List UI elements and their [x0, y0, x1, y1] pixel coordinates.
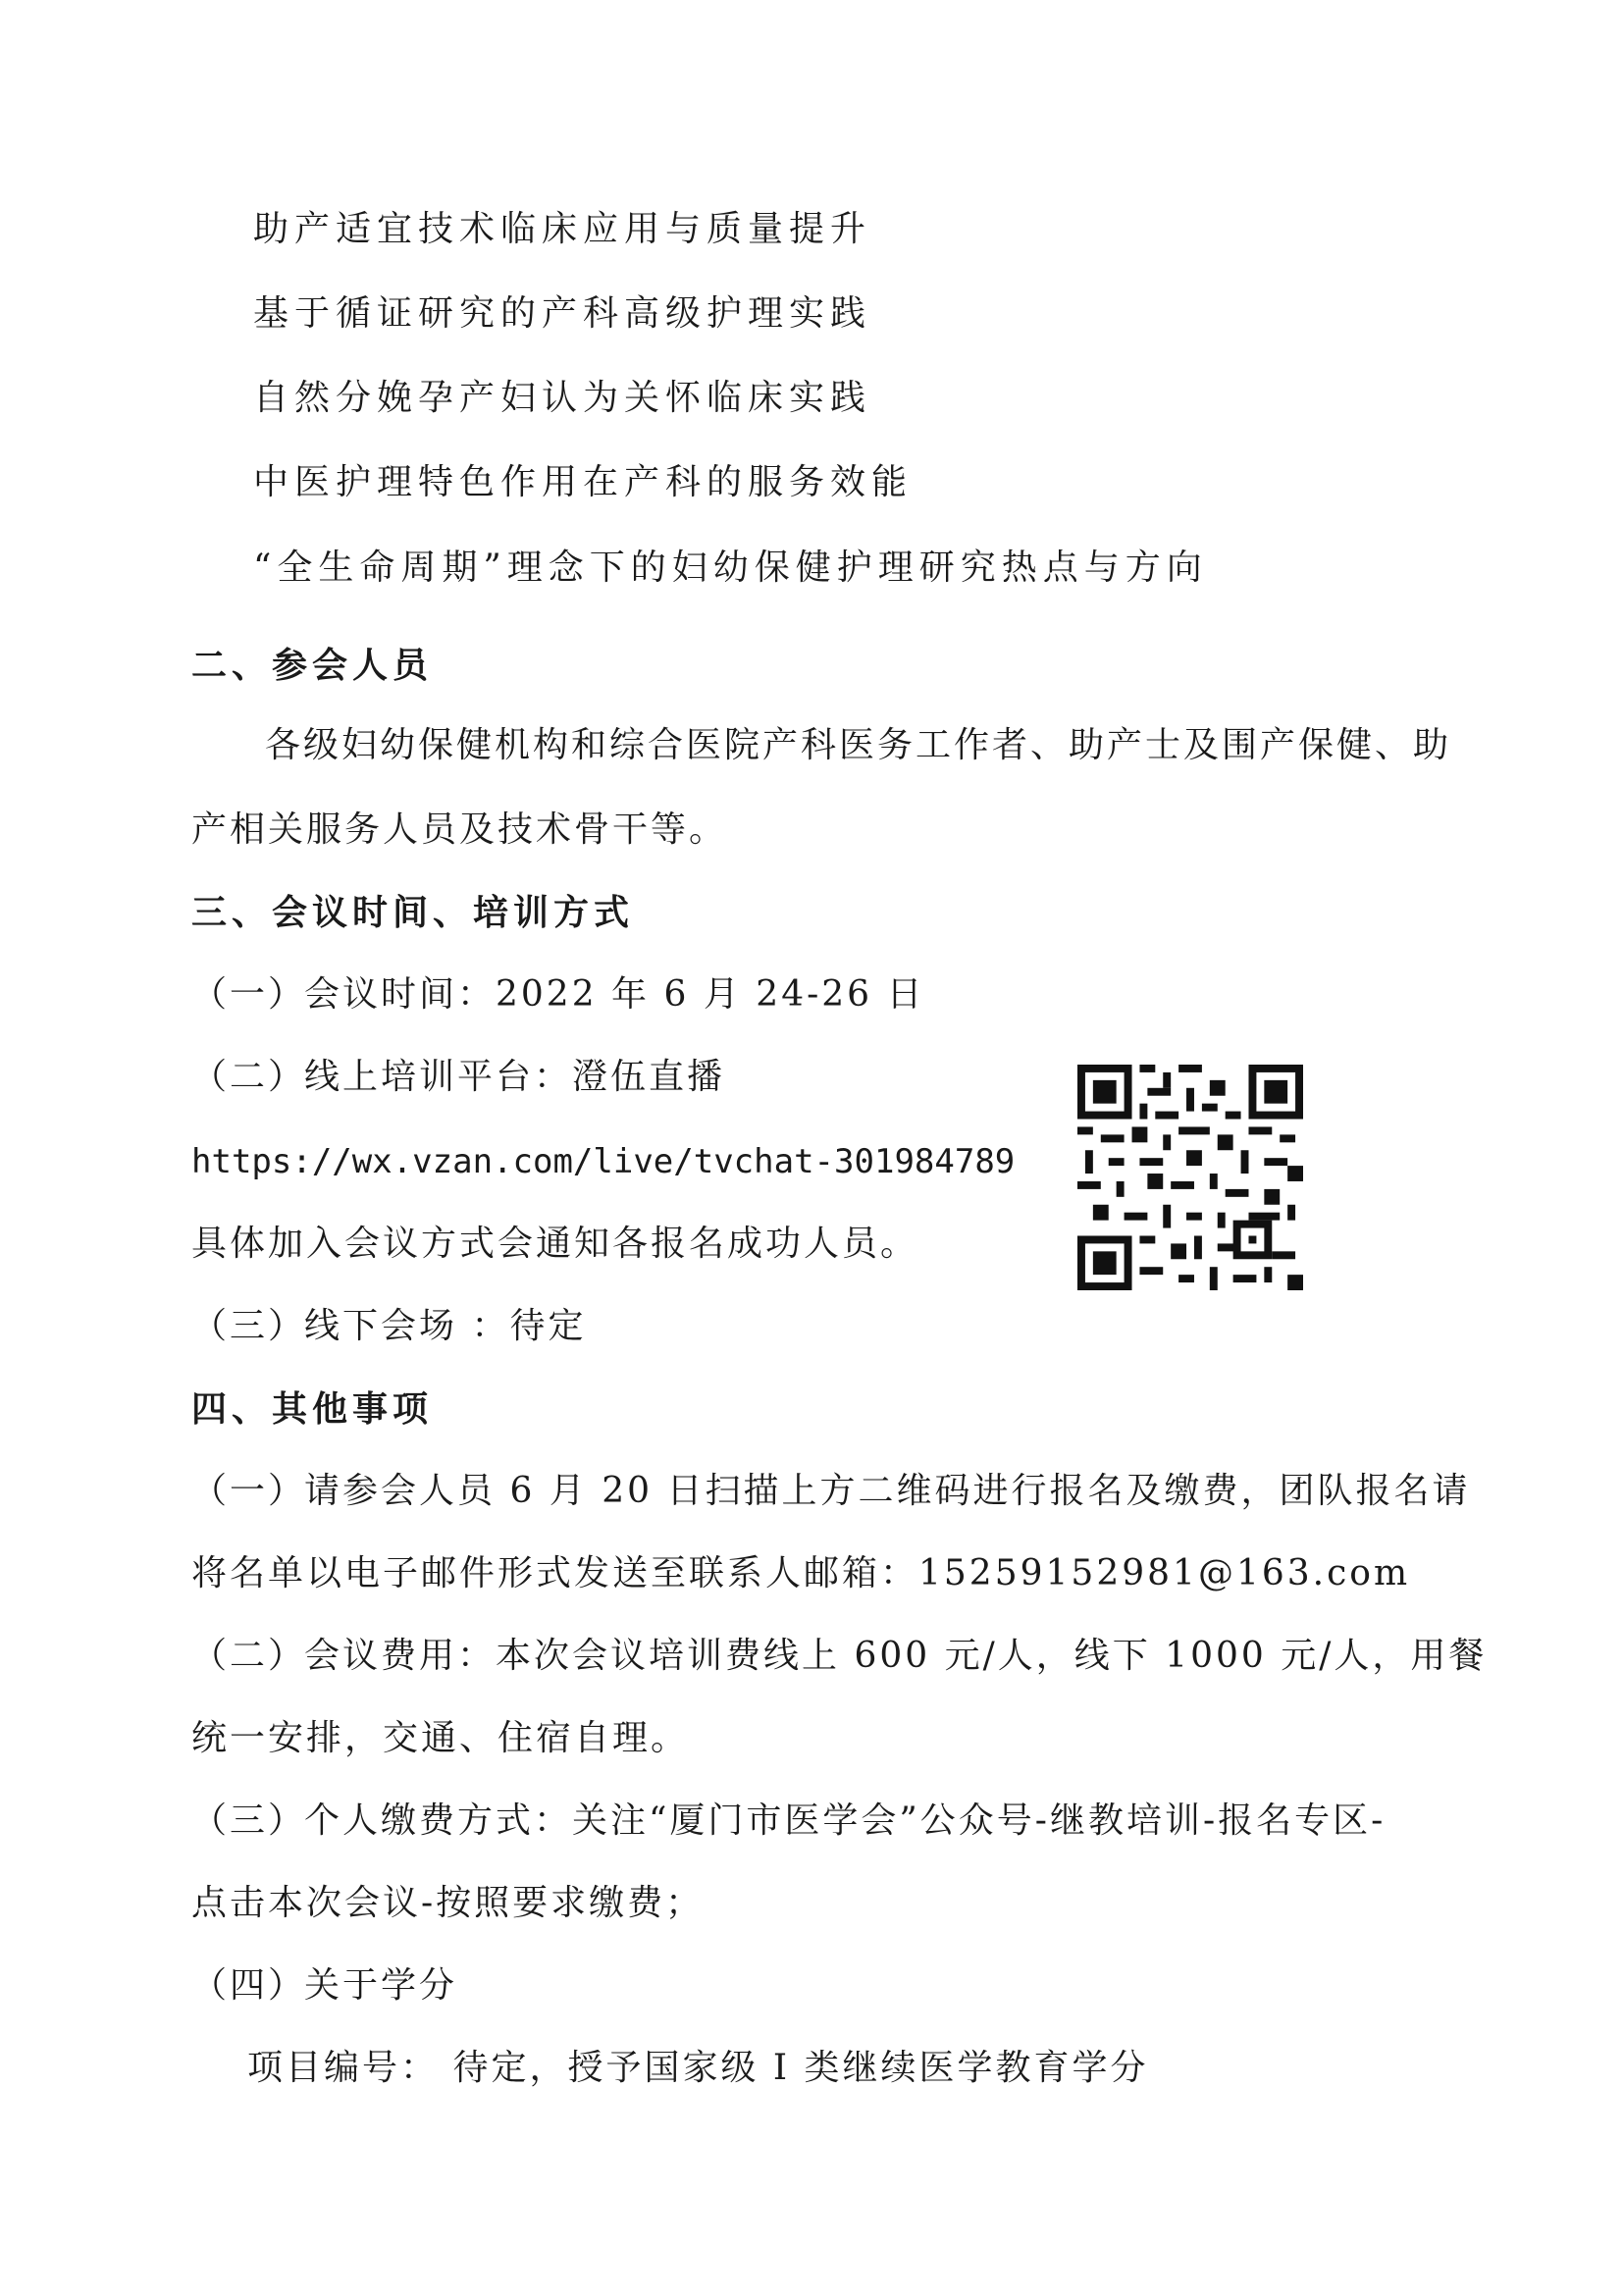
item-label: （一）: [191, 974, 307, 1015]
item-label: （二）: [191, 1636, 307, 1676]
registration-note: 请参会人员 6 月 20 日扫描上方二维码进行报名及缴费，团队报名请: [304, 1471, 1471, 1511]
section-3-heading: 三、会议时间、培训方式: [191, 892, 635, 933]
item-label: （一）: [191, 1471, 307, 1511]
payment-note: 个人缴费方式：关注“厦门市医学会”公众号-继教培训-报名专区-: [304, 1800, 1387, 1841]
offline-venue: 线下会场 ：待定: [304, 1306, 587, 1346]
item-label: （三）: [191, 1306, 307, 1346]
join-note: 具体加入会议方式会通知各报名成功人员。: [191, 1224, 919, 1264]
topic-4: 中医护理特色作用在产科的服务效能: [253, 462, 914, 502]
fee-note-cont: 统一安排，交通、住宿自理。: [191, 1718, 690, 1758]
credit-heading: 关于学分: [304, 1965, 458, 2006]
item-label: （四）: [191, 1965, 307, 2006]
registration-email-line: 将名单以电子邮件形式发送至联系人邮箱：15259152981@163.com: [191, 1553, 1411, 1593]
qr-code-icon[interactable]: [1077, 1065, 1303, 1290]
topic-2: 基于循证研究的产科高级护理实践: [253, 293, 872, 334]
meeting-time: 会议时间：2022 年 6 月 24-26 日: [304, 974, 925, 1015]
live-url-link[interactable]: https://wx.vzan.com/live/tvchat-301984789: [191, 1142, 1016, 1181]
payment-note-cont: 点击本次会议-按照要求缴费；: [191, 1883, 705, 1923]
section-3-item-3: [191, 1303, 586, 1350]
item-label: （二）: [191, 1057, 307, 1097]
section-3-item-2: [191, 1054, 725, 1101]
item-label: （三）: [191, 1800, 307, 1841]
section-2-heading: 二、参会人员: [191, 645, 434, 686]
section-2-para-line1: 各级妇幼保健机构和综合医院产科医务工作者、助产士及围产保健、助: [265, 725, 1452, 765]
topic-1: 助产适宜技术临床应用与质量提升: [253, 209, 872, 249]
section-4-item-3: [191, 1798, 1386, 1845]
section-4-item-1: [191, 1468, 1471, 1515]
topic-5: “全生命周期”理念下的妇幼保健护理研究热点与方向: [253, 548, 1208, 588]
fee-note: 会议费用：本次会议培训费线上 600 元/人，线下 1000 元/人，用餐: [304, 1636, 1488, 1676]
topic-3: 自然分娩孕产妇认为关怀临床实践: [253, 378, 872, 418]
section-4-item-4: [191, 1962, 457, 2009]
section-4-item-2: [191, 1633, 1487, 1680]
section-2-para-line2: 产相关服务人员及技术骨干等。: [191, 809, 728, 850]
online-platform: 线上培训平台：澄伍直播: [304, 1057, 726, 1097]
credit-line: 项目编号： 待定，授予国家级 I 类继续医学教育学分: [247, 2048, 1149, 2088]
section-3-item-1: [191, 971, 925, 1018]
section-4-heading: 四、其他事项: [191, 1388, 434, 1430]
